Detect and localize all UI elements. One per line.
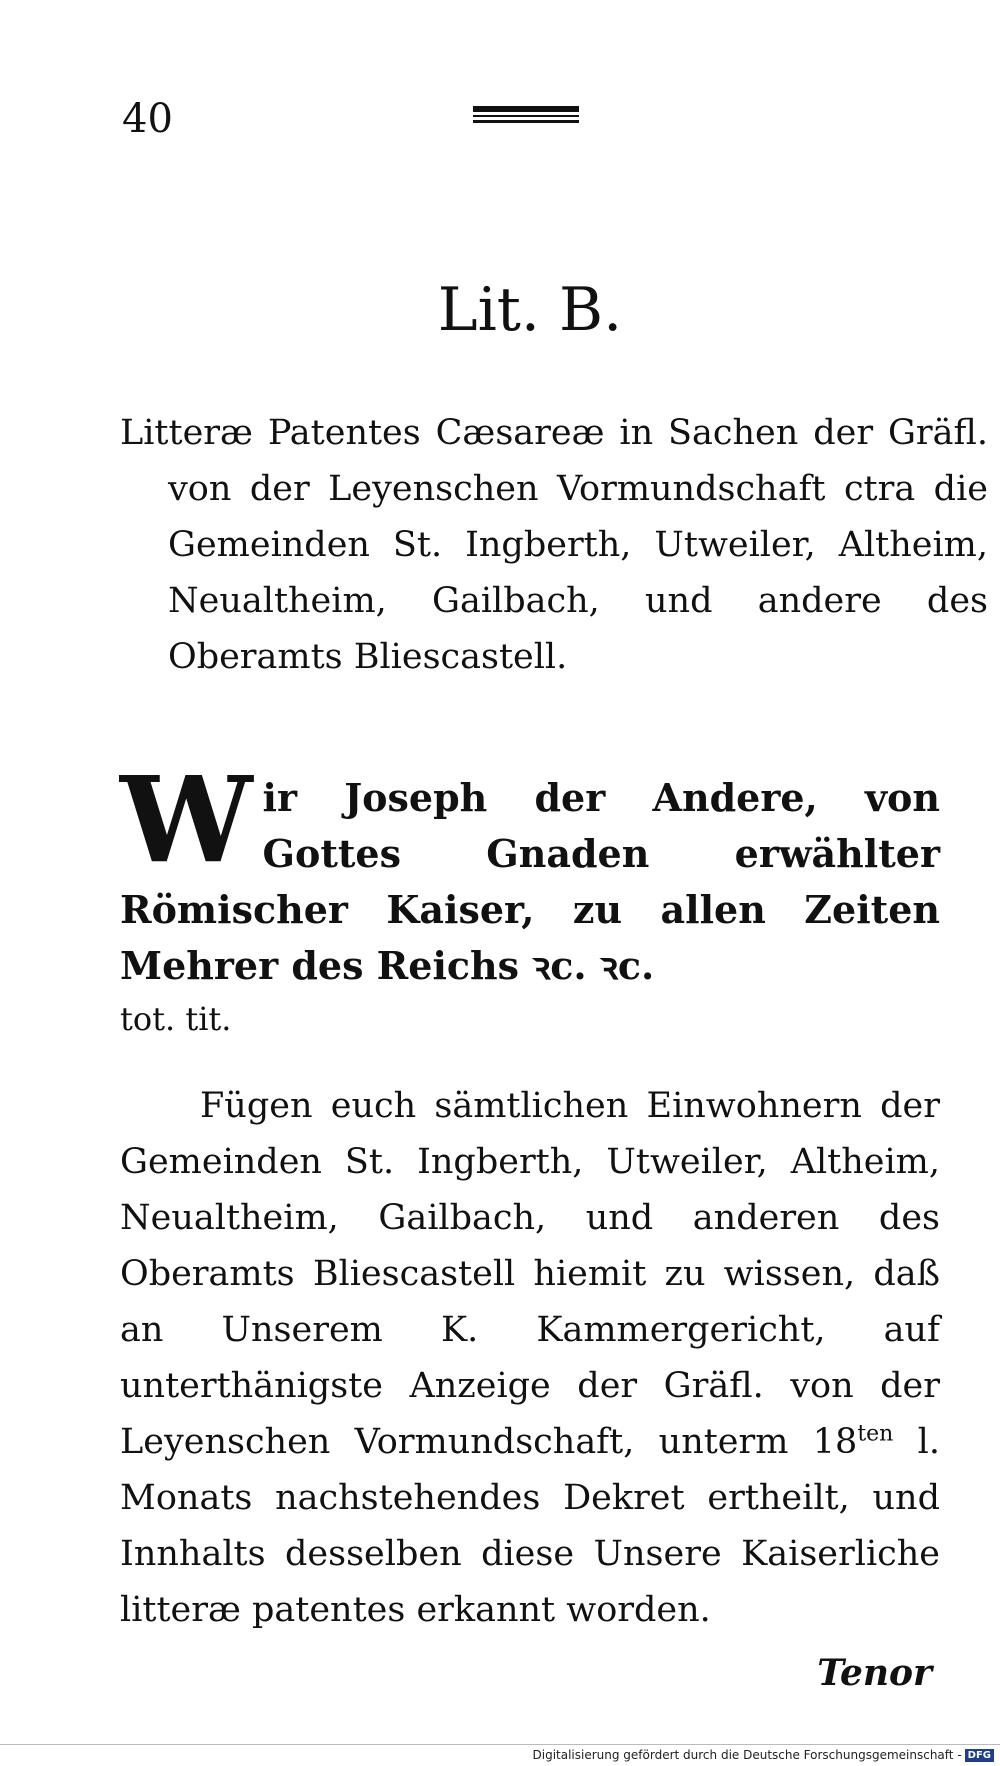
- footer-divider: [0, 1744, 1000, 1745]
- section-heading: Lit. B.: [437, 275, 623, 345]
- footer: [533, 1748, 995, 1762]
- ordinal-superscript: ten: [857, 1421, 894, 1447]
- footer-text: Digitalisierung gefördert durch die Deutsche Forschungsgemeinschaft -: [532, 1748, 962, 1762]
- header-rule-thick: [473, 106, 579, 112]
- decorative-initial: W: [120, 750, 253, 889]
- body-text-start: Fügen euch sämtlichen Einwohnern der Gemeinden St. Ingberth, Utweiler, Altheim, Neualtheim, Gailbach, und anderen des Oberamts Bliescastell hiemit zu wissen, daß an Unserem K. Kammergericht, auf unterthänigste Anzeige der Gräfl. von der Leyenschen Vormundschaft, unterm 18: [120, 1086, 940, 1462]
- decree-opening: [120, 750, 940, 1044]
- decree-text: ir Joseph der Andere, von Gottes Gnaden erwählter Römischer Kaiser, zu allen Zeiten Mehrer des Reichs ꝛc. ꝛc.: [120, 775, 940, 988]
- body-paragraph: [120, 1078, 940, 1638]
- header-rule-thin: [473, 115, 579, 117]
- page-number: 40: [122, 96, 173, 142]
- catchword: Tenor: [817, 1652, 932, 1694]
- decree-tail: tot. tit.: [120, 1000, 232, 1038]
- title-block: Litteræ Patentes Cæsareæ in Sachen der Gräfl. von der Leyenschen Vormundschaft ctra die Gemeinden St. Ingberth, Utweiler, Altheim, Neualtheim, Gailbach, und andere des Oberamts Bliescastell.: [120, 413, 988, 677]
- header-rule-bottom: [473, 120, 579, 123]
- dfg-logo-icon: DFG: [965, 1749, 994, 1762]
- body-text-end: l. Monats nachstehendes Dekret ertheilt, und Innhalts desselben diese Unsere Kaiserliche litteræ patentes erkannt worden.: [120, 1422, 940, 1630]
